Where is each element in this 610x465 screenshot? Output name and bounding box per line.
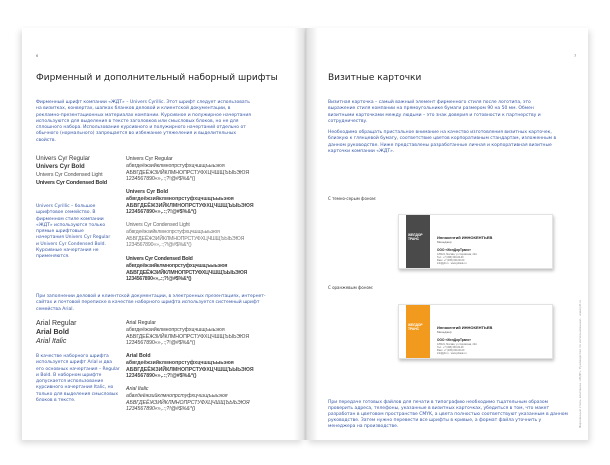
univers-bold-name: Univers Cyr Bold [36, 164, 85, 170]
card-address: 125421, Москва, ул. Кировская, 22А Тел.: +7 (495) 000-00-00 Факс: +7 (495) 000-00-00 info@jdt.ru · www.jdtrade.ru [437, 252, 477, 265]
arial-sample-italic [126, 386, 250, 413]
card-position: Менеджер [437, 330, 452, 334]
business-card-orange [398, 304, 553, 359]
card-company: ООО «ЖелДорТранс» [437, 248, 471, 252]
arial-bold-name: Arial Bold [36, 329, 70, 336]
sample-uppercase: АБВГДЕЁЖЗИЙКЛМНОПРСТУФХЦЧШЩЪЫЬЭЮЯ [126, 202, 254, 209]
arial-note: В качестве наборного шрифта используется шрифт Arial и два его основных начертания – Regular и Bold. В наборном шрифте допускается использование курсивного начертания Italic, но только для выделения смысловых блоков в тексте. [36, 354, 120, 404]
business-card-gray [398, 214, 553, 269]
univers-sample-condensed-light [126, 222, 244, 249]
sample-digits: 1234567890«»,.:;?!@#$%&*() [126, 340, 196, 347]
business-card-intro: Визитная карточка – самый важный элемент фирменного стиля после логотипа, это выражение стиля компании на прямоугольнике бумаги размером 90 на 50 мм. Обмен визитными карточками между людьми – это знак доверия и готовности к партнерству и сотрудничеству. [328, 100, 541, 124]
card-name: Иннокентий ИННОКЕНТЬЕВ [437, 325, 493, 330]
card-address: 125421, Москва, ул. Кировская, 22А Тел.: +7 (495) 000-00-00 Факс: +7 (495) 000-00-00 info@jdt.ru · www.jdtrade.ru [437, 342, 477, 355]
univers-intro: Фирменный шрифт компании «ЖДТ» – Univers Cyrillic. Этот шрифт следует использовать на визитках, конвертах, шапках бланков деловой и клиентской документации, в рекламно-презентационных материалах компании. Курсивное и полужирное начертания используются для выделения в тексте заголовков или смысловых блоков, но не для сплошного набора. Использование курсивного и полужирного начертаний отдельно от обычного (нормального) запрещается во избежание утяжеления и выделительных свойств. [36, 100, 251, 143]
label-orange-card: С оранжевым фоном: [328, 285, 374, 290]
arial-sample-bold [126, 353, 254, 380]
sample-title: Univers Cyr Regular [126, 156, 173, 162]
sample-uppercase: АБВГДЕЁЖЗИЙКЛМНОПРСТУФХЦЧШЩЪЫЬЭЮЯ [126, 235, 245, 242]
page-number-left: 6 [36, 54, 39, 58]
arial-intro: При заполнении деловой и клиентской документации, в электронных презентациях, интернет-сайтах и почтовой переписке в качестве наборного шрифта используется системный шрифт семейства Arial. [36, 294, 266, 312]
sample-lowercase: абвгдеёжзийклмнопрстуфхцчшщъыьэюя [126, 392, 228, 399]
sample-title: Univers Cyr Condensed Light [126, 222, 190, 228]
univers-note: Univers Cyrillic – большое шрифтовое семейство. В фирменном стиле компании «ЖДТ» используются только прямые шрифтовые начертания Univers Cyr Regular и Univers Cyr Condensed Bold. Курсивные начертания не применяются. [36, 204, 111, 260]
side-note: Фирменный стиль компании «ЖДТ». Руководство по использованию · www.jdt.ru [578, 299, 582, 428]
sample-title: Univers Cyr Condensed Bold [126, 256, 193, 262]
sample-title: Arial Regular [126, 320, 156, 326]
sample-lowercase: абвгдеёжзийклмнопрстуфхцчшщъыьэюя [126, 262, 228, 269]
sample-lowercase: абвгдеёжзийклмнопрстуфхцчшщъыьэюя [126, 228, 220, 235]
left-page-title: Фирменный и дополнительный наборный шрифты [36, 73, 278, 83]
sample-lowercase: абвгдеёжзийклмнопрстуфхцчшщъыьэюя [126, 195, 234, 202]
sample-title: Arial Italic [126, 386, 149, 392]
sample-digits: 1234567890«»,.:;?!@#$%&*() [126, 176, 196, 183]
card-stripe-gray [406, 215, 430, 268]
sample-lowercase: абвгдеёжзийклмнопрстуфхцчшщъыьэюя [126, 326, 225, 333]
arial-regular-name: Arial Regular [36, 320, 77, 327]
business-card-quality: Необходимо обращать пристальное внимание на качество изготовления визитных карточек, близкую к глянцевой бумагу, соответствие цветов корпоративным стандартам, изложенным в данном руководстве. Ниже представлены разработанные личная и корпоративная визитные карточки компании «ЖДТ». [328, 130, 557, 154]
label-gray-card: С темно-серым фоном: [328, 196, 377, 201]
sample-title: Arial Bold [126, 353, 151, 359]
univers-sample-condensed-bold [126, 256, 247, 283]
left-page [22, 28, 304, 440]
univers-regular-name: Univers Cyr Regular [36, 156, 91, 162]
right-page-title: Визитные карточки [328, 73, 422, 83]
sample-lowercase: абвгдеёжзийклмнопрстуфхцчшщъыьэюя [126, 162, 225, 169]
card-logo: ЖЕЛДОР ТРАНС [408, 323, 423, 331]
sample-title: Univers Cyr Bold [126, 189, 169, 195]
card-company: ООО «ЖелДорТранс» [437, 338, 471, 342]
sample-uppercase: АБВГДЕЁЖЗИЙКЛМНОПРСТУФХЦЧШЩЪЫЬЭЮЯ [126, 269, 248, 276]
page-number-right: 7 [574, 54, 577, 58]
univers-condensed-light-name: Univers Cyr Condensed Light [36, 172, 103, 178]
card-name: Иннокентий ИННОКЕНТЬЕВ [437, 235, 493, 240]
brochure-spread [22, 20, 588, 445]
card-logo: ЖЕЛДОР ТРАНС [408, 233, 423, 241]
sample-uppercase: АБВГДЕЁЖЗИЙКЛМНОПРСТУФХЦЧШЩЪЫЬЭЮЯ [126, 333, 250, 340]
sample-uppercase: АБВГДЕЁЖЗИЙКЛМНОПРСТУФХЦЧШЩЪЫЬЭЮЯ [126, 399, 250, 406]
univers-sample-regular [126, 156, 249, 183]
sample-digits: 1234567890«»,.:;?!@#$%&*() [126, 242, 192, 249]
univers-sample-bold [126, 189, 254, 216]
spine-shadow [294, 28, 318, 440]
sample-digits: 1234567890«»,.:;?!@#$%&*() [126, 406, 196, 413]
arial-sample-regular [126, 320, 249, 347]
arial-italic-name: Arial Italic [36, 338, 67, 345]
sample-digits: 1234567890«»,.:;?!@#$%&*() [126, 276, 192, 283]
card-stripe-orange [406, 305, 430, 358]
sample-uppercase: АБВГДЕЁЖЗИЙКЛМНОПРСТУФХЦЧШЩЪЫЬЭЮЯ [126, 169, 250, 176]
print-instructions: При передаче готовых файлов для печати в типографию необходимо тщательным образом проверить адреса, телефоны, указанные в визитных карточках, убедиться в том, что макет разработан в цветовом пространстве CMYK, а цвета полностью соответствуют указанным в данном руководстве. Затем нужно перевести все шрифты в кривые, а формат файла уточнить у менеджера на производстве. [328, 400, 568, 429]
sample-uppercase: АБВГДЕЁЖЗИЙКЛМНОПРСТУФХЦЧШЩЪЫЬЭЮЯ [126, 366, 254, 373]
card-position: Менеджер [437, 240, 452, 244]
univers-condensed-bold-name: Univers Cyr Condensed Bold [36, 180, 107, 186]
sample-digits: 1234567890«»,.:;?!@#$%&*() [126, 373, 197, 380]
right-page [306, 28, 588, 440]
sample-digits: 1234567890«»,.:;?!@#$%&*() [126, 209, 197, 216]
sample-lowercase: абвгдеёжзийклмнопрстуфхцчшщъыьэюя [126, 359, 234, 366]
